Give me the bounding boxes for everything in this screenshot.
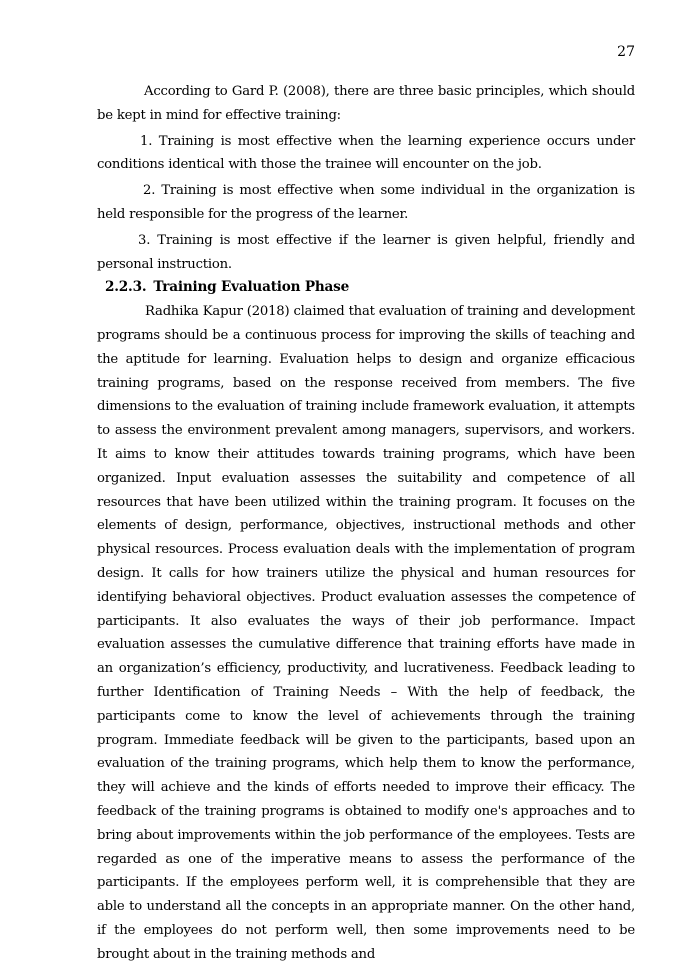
intro-paragraph: According to Gard P. (2008), there are three basic principles, which should be kept in mind for effective training: [97,84,635,123]
principle-item: 2. Training is most effective when some individual in the organization is held responsible for the progress of the learner. [97,183,635,222]
section-body-paragraph: Radhika Kapur (2018) claimed that evaluation of training and development programs should be a continuous process for improving the skills of teaching and the aptitude for learning. Evaluation helps to design and organize efficacious training programs, based on the response received from members. The five dimensions to the evaluation of training include framework evaluation, it attempts to assess the environment prevalent among managers, supervisors, and workers. It aims to know their attitudes towards training programs, which have been organized. Input evaluation assesses the suitability and competence of all resources that have been utilized within the training program. It focuses on the elements of design, performance, objectives, instructional methods and other physical resources. Process evaluation deals with the implementation of program design. It calls for how trainers utilize the physical and human resources for identifying behavioral objectives. Product evaluation assesses the competence of participants. It also evaluates the ways of their job performance. Impact evaluation assesses the cumulative difference that training efforts have made in an organization’s efficiency, productivity, and lucrativeness. Feedback leading to further Identification of Training Needs – With the help of feedback, the participants come to know the level of achievements through the training program. Immediate feedback will be given to the participants, based upon an evaluation of the training programs, which help them to know the performance, they will achieve and the kinds of efforts needed to improve their efficacy. The feedback of the training programs is obtained to modify one's approaches and to bring about improvements within the job performance of the employees. Tests are regarded as one of the imperative means to assess the performance of the participants. If the employees perform well, it is comprehensible that they are able to understand all the concepts in an appropriate manner. On the other hand, if the employees do not perform well, then some improvements need to be brought about in the training methods and [97,304,635,962]
principle-item: 1. Training is most effective when the learning experience occurs under conditions identical with those the trainee will encounter on the job. [97,133,635,173]
principle-item: 3. Training is most effective if the learner is given helpful, friendly and personal instruction. [97,232,635,272]
document-body [97,80,635,966]
section-title: Training Evaluation Phase [153,279,350,296]
section-number: 2.2.3. [105,279,147,296]
section-heading [105,276,635,300]
page-number: 27 [617,44,635,60]
